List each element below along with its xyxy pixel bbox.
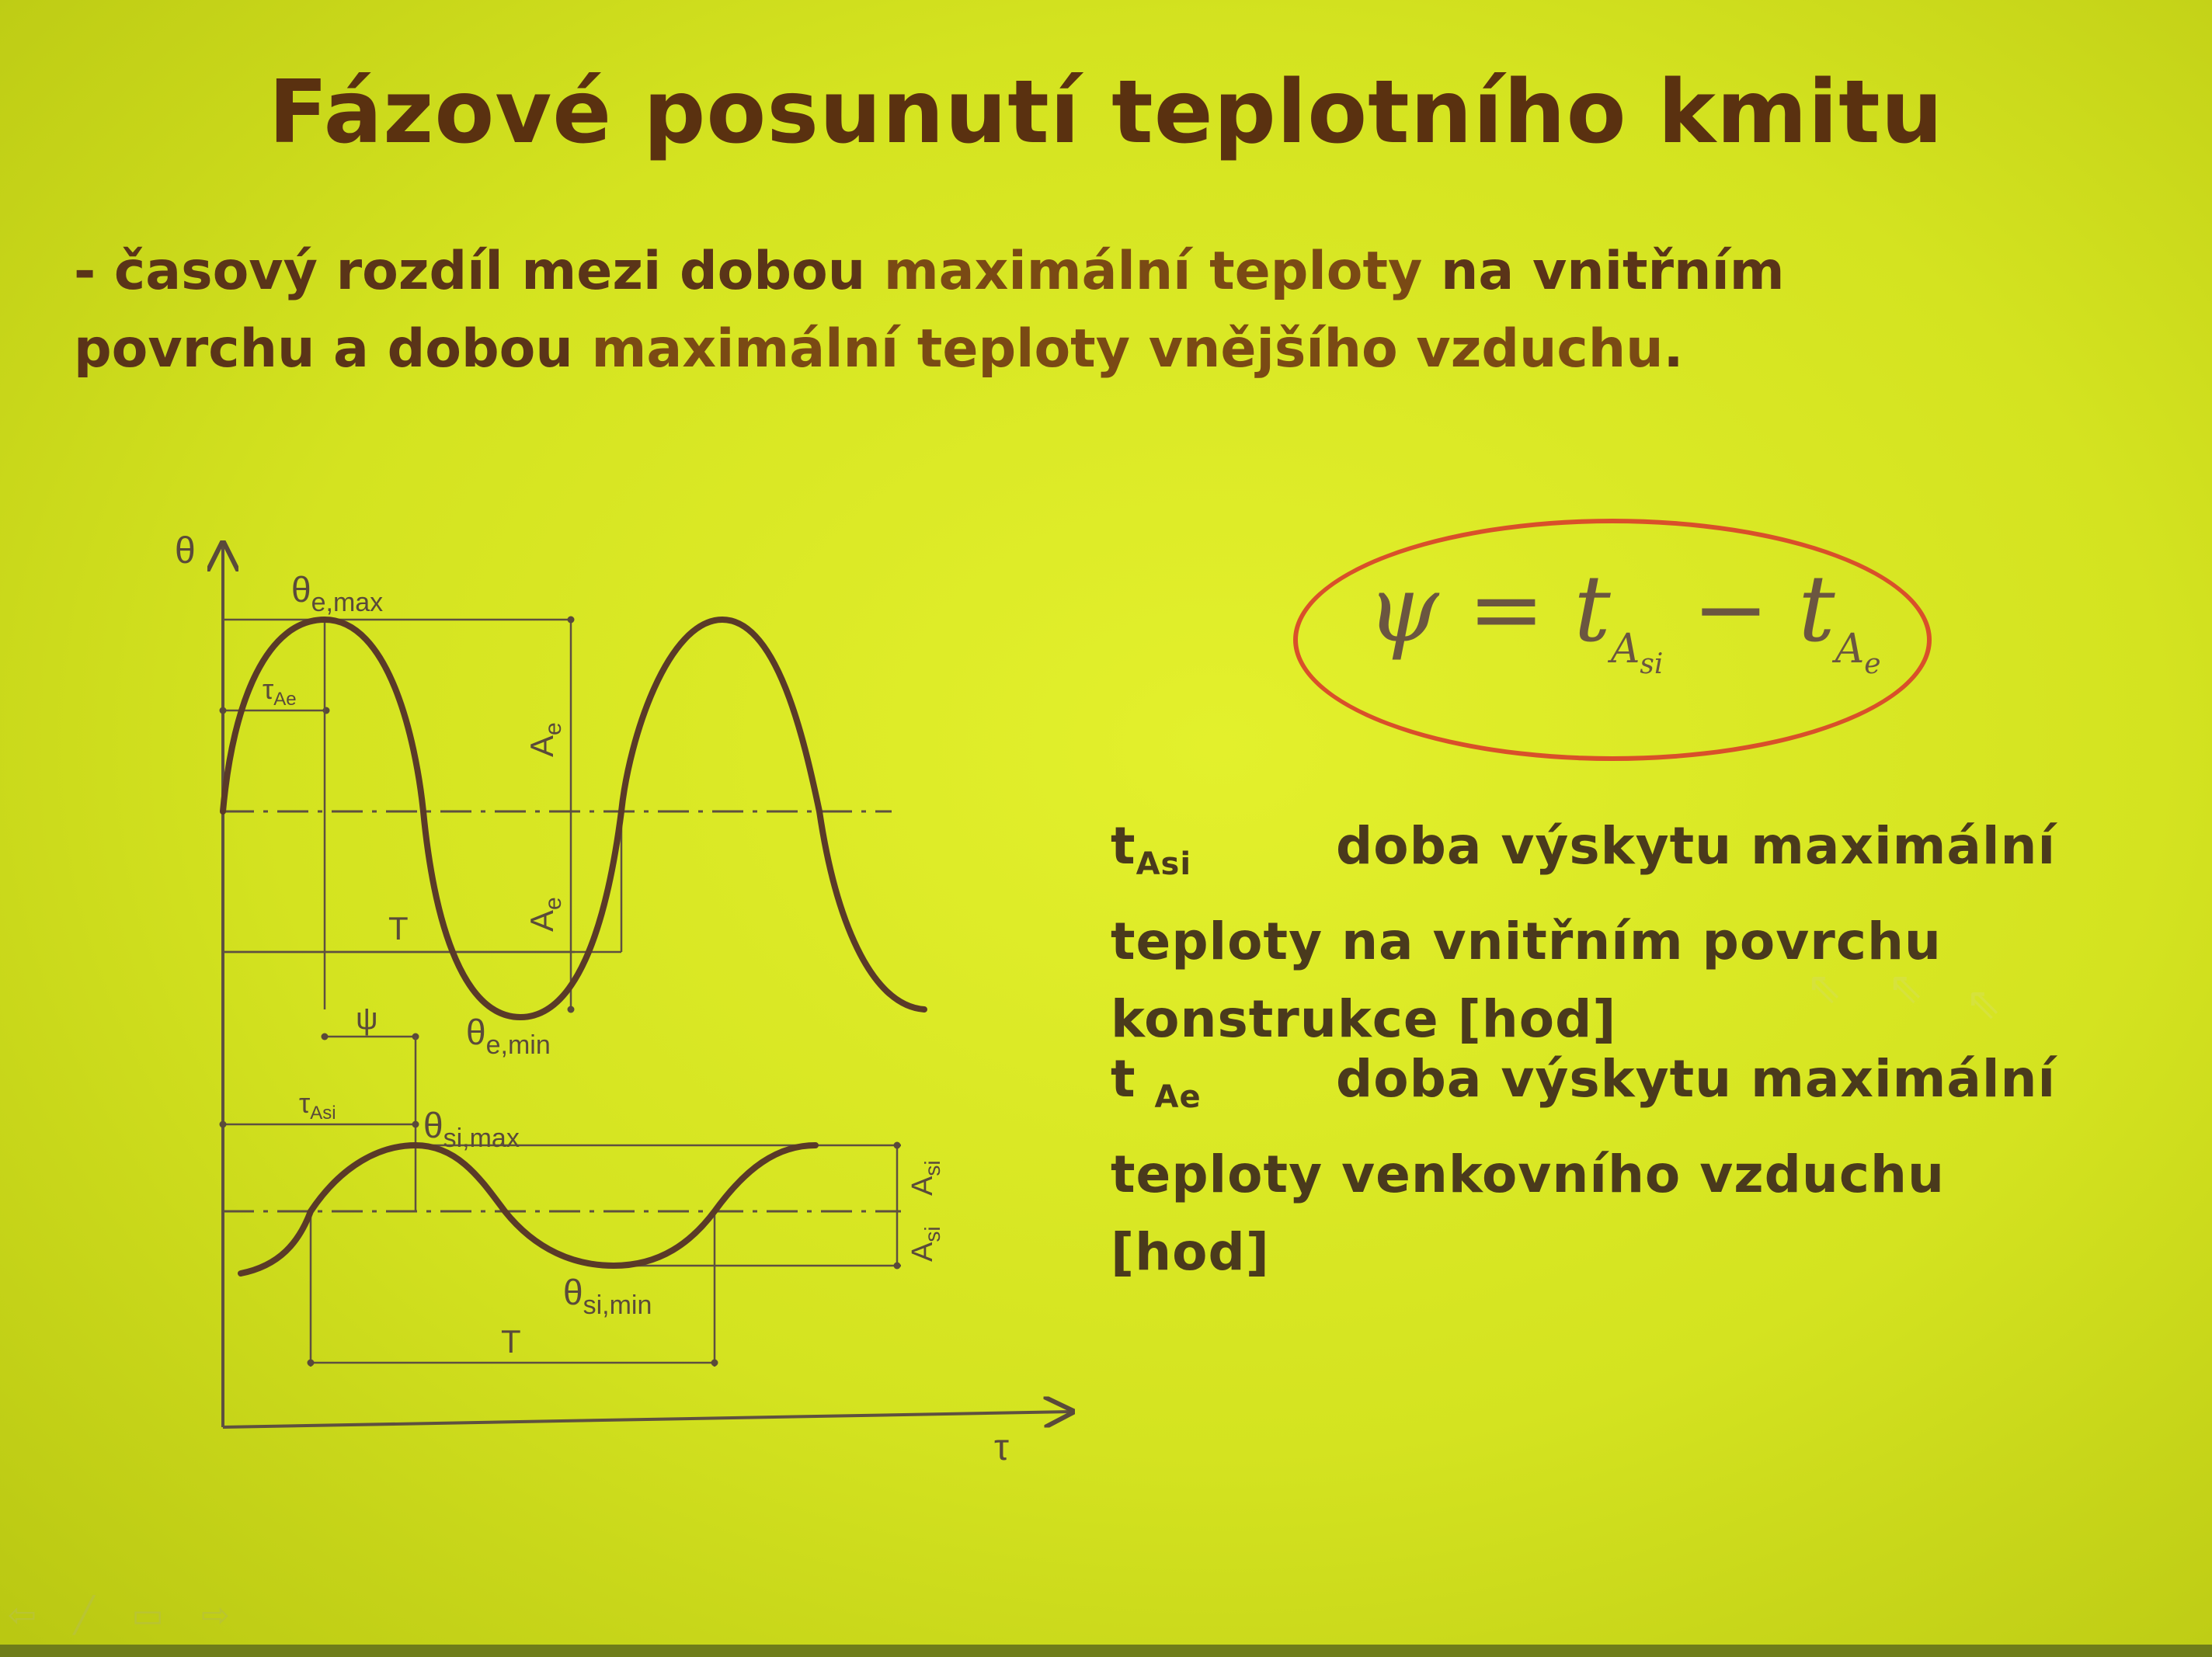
x-axis <box>223 1412 1072 1427</box>
label-amp-e-lower: $A_e$ <box>523 897 566 932</box>
interior-surface-temperature-curve <box>241 1145 816 1273</box>
previous-slide-icon[interactable]: ⇦ <box>8 1596 37 1635</box>
label-tau-asi: $\tau_{Asi}$ <box>299 1087 336 1124</box>
formula-sub2: Ae <box>1835 626 1881 680</box>
definition-line2: teploty venkovního vzduchu <box>1111 1145 1946 1205</box>
subtitle-line2c: . <box>1663 318 1684 380</box>
label-y-axis: θ <box>175 530 196 571</box>
definition-symbol: $t_{Asi}$ <box>1111 816 1192 883</box>
subtitle-highlight2: maximální teploty vnějšího vzduchu <box>591 318 1664 380</box>
subtitle-part1: - časový rozdíl mezi dobou <box>74 241 884 302</box>
label-theta-e-min: $\theta_{e,min}$ <box>466 1012 551 1060</box>
definition-line3: konstrukce [hod] <box>1111 989 1617 1050</box>
slide-title: Fázové posunutí teplotního kmitu <box>268 62 1944 163</box>
exterior-temperature-curve <box>223 620 924 1017</box>
label-period-e: T <box>388 910 409 947</box>
label-amp-e-upper: $A_e$ <box>523 722 566 757</box>
label-theta-si-min: $\theta_{si,min}$ <box>563 1272 652 1320</box>
definition-line2: teploty na vnitřním povrchu <box>1111 912 1942 972</box>
definition-symbol: t $_{Ae}$ <box>1111 1049 1202 1116</box>
label-psi: ψ <box>356 1002 378 1036</box>
screen-bottom-edge <box>0 1645 2212 1657</box>
cursor-arrow-icon: ⇖ <box>1965 978 2002 1029</box>
definition-line3: [hod] <box>1111 1222 1270 1283</box>
cursor-arrow-icon: ⇖ <box>1887 963 1924 1013</box>
cursor-arrow-icon: ⇖ <box>1806 963 1842 1013</box>
subtitle-part3: na vnitřním <box>1422 241 1785 302</box>
label-theta-e-max: $\theta_{e,max}$ <box>291 569 384 617</box>
formula-lhs: ψ <box>1367 555 1439 662</box>
formula-minus: − t <box>1663 555 1835 662</box>
label-x-axis: τ <box>994 1427 1009 1468</box>
label-amp-si-upper: $A_{si}$ <box>906 1160 944 1196</box>
slideshow-navigation <box>8 1596 230 1635</box>
label-period-si: T <box>501 1323 521 1360</box>
formula-eq: = t <box>1438 555 1611 662</box>
subtitle-highlight1: maximální teploty <box>883 241 1423 302</box>
definition-line1: doba výskytu maximální <box>1336 1049 2057 1109</box>
definition-t-ae <box>1111 1040 2144 1291</box>
pen-icon[interactable]: ╱ <box>73 1596 95 1635</box>
subtitle-line2a: povrchu a dobou <box>74 318 592 380</box>
definition-line1: doba výskytu maximální <box>1336 816 2057 876</box>
label-amp-si-lower: $A_{si}$ <box>906 1226 944 1262</box>
label-theta-si-max: $\theta_{si,max}$ <box>423 1105 520 1153</box>
label-tau-ae: $\tau_{Ae}$ <box>263 673 297 710</box>
phase-shift-formula <box>1367 555 1881 680</box>
next-slide-icon[interactable]: ⇨ <box>200 1596 230 1635</box>
menu-icon[interactable]: ▭ <box>131 1596 164 1635</box>
formula-sub1: Asi <box>1610 626 1664 680</box>
